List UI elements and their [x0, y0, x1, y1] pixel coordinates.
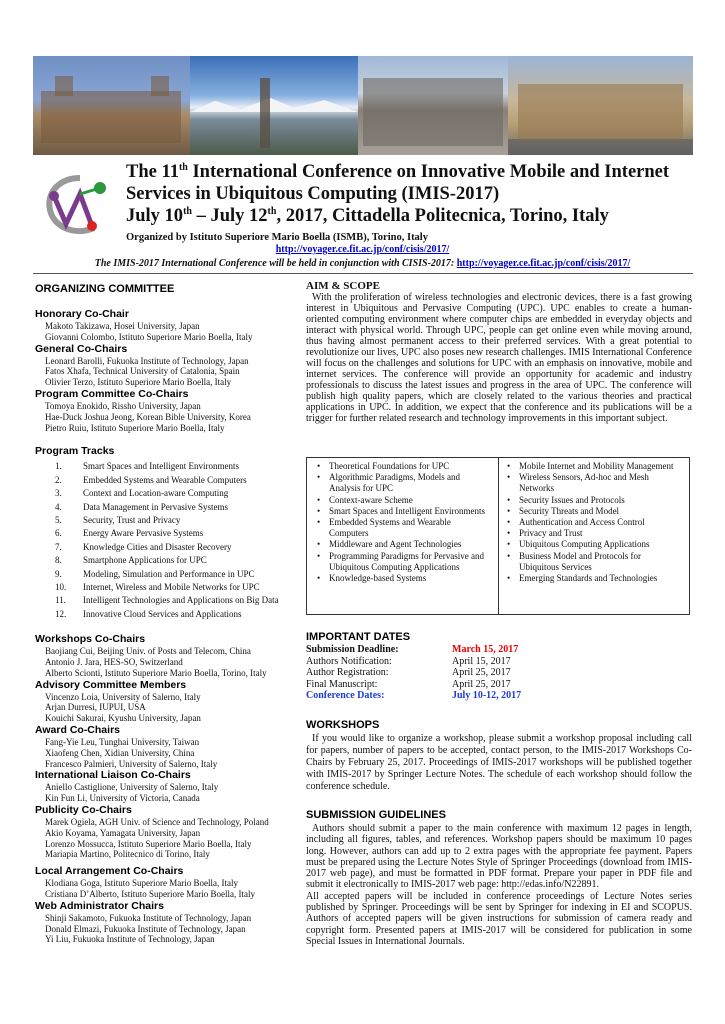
workshops-heading: WORKSHOPS [306, 719, 380, 731]
submission-heading: SUBMISSION GUIDELINES [306, 809, 446, 821]
conference-title: The 11th International Conference on Innovative Mobile and Internet Services in Ubiquitous Computing (IMIS-2017) July 10th – July 12th, 2017, Cittadella Politecnica, Torino, Italy [126, 161, 670, 226]
palazzo-madama-photo [508, 56, 693, 155]
submission-text-1: Authors should submit a paper to the main conference with maximum 12 pages in length, including all figures, tables, and references. Workshop papers should be maximum 10 pages long. However, authors can add up to 2 extra pages with the appropriate fee payment. Papers must be prepared using the Lecture Notes Style of Springer Proceedings (download from IMIS-2017 web page), and must be formatted in PDF format. Prepare your paper in PDF file and submit it electronically to IMIS-2017 web page: http://edas.info/N22891. [306, 823, 692, 891]
topics-left-list [307, 458, 498, 614]
track-item: 11. Intelligent Technologies and Applications on Big Data [55, 595, 279, 606]
topic-item: • Theoretical Foundations for UPC [317, 461, 492, 472]
member-line: Fatos Xhafa, Technical University of Catalonia, Spain [45, 366, 240, 377]
member-line: Mariapia Martino, Politecnico di Torino, Italy [45, 849, 210, 860]
liaison-names [35, 782, 297, 804]
member-line: Klodiana Goga, Istituto Superiore Mario Boella, Italy [45, 878, 238, 889]
member-line: Arjan Durresi, IUPUI, USA [45, 702, 146, 713]
topic-item: • Ubiquitous Computing Applications [507, 539, 683, 550]
date-row-conference: Conference Dates: July 10-12, 2017 [306, 690, 522, 702]
header-divider [33, 273, 693, 274]
general-names [35, 356, 297, 388]
web-names [35, 913, 297, 945]
topic-item: • Security Issues and Protocols [507, 495, 683, 506]
member-line: Antonio J. Jara, HES-SO, Switzerland [45, 657, 183, 668]
cisis-url-link[interactable]: http://voyager.ce.fit.ac.jp/conf/cisis/2017/ [456, 258, 631, 269]
member-line: Shinji Sakamoto, Fukuoka Institute of Technology, Japan [45, 912, 252, 923]
track-item: 12. Innovative Cloud Services and Applications [55, 608, 242, 619]
workshops-names [35, 646, 297, 678]
member-line: Kin Fun Li, University of Victoria, Canada [45, 793, 200, 804]
track-item: 5. Security, Trust and Privacy [55, 515, 181, 525]
section-title: Honorary Co-Chair [35, 308, 129, 320]
topic-item: • Knowledge-based Systems [317, 573, 492, 584]
track-item: 4. Data Management in Pervasive Systems [55, 501, 228, 512]
turin-palace-photo [33, 56, 190, 155]
member-line: Vincenzo Loia, University of Salerno, Italy [45, 691, 201, 702]
member-line: Giovanni Colombo, Istituto Superiore Mario Boella, Italy [45, 331, 253, 342]
topic-item: • Middleware and Agent Technologies [317, 539, 492, 550]
submission-section [306, 809, 692, 947]
date-row-final: Final Manuscript: April 25, 2017 [306, 678, 511, 690]
track-item: 10. Internet, Wireless and Mobile Networks for UPC [55, 582, 260, 593]
section-title: Advisory Committee Members [35, 678, 187, 691]
topic-item: • Security Threats and Model [507, 506, 683, 517]
conference-url-link[interactable]: http://voyager.ce.fit.ac.jp/conf/cisis/2017/ [275, 244, 450, 255]
section-title: Local Arrangement Co-Chairs [35, 865, 184, 878]
aim-scope-heading: AIM & SCOPE [306, 280, 380, 292]
section-title: Workshops Co-Chairs [35, 633, 146, 646]
member-line: Lorenzo Mossucca, Istituto Superiore Mario Boella, Italy [45, 838, 252, 849]
member-line: Tomoya Enokido, Rissho University, Japan [45, 400, 201, 411]
program-tracks-list [35, 460, 297, 621]
section-title: Web Administrator Chairs [35, 899, 164, 912]
topic-item: • Mobile Internet and Mobility Management [507, 461, 683, 472]
important-dates-section [306, 631, 692, 702]
section-title: Award Co-Chairs [35, 724, 120, 737]
member-line: Marek Ogiela, AGH Univ. of Science and Technology, Poland [45, 817, 269, 828]
topic-item: • Embedded Systems and Wearable Computers [317, 517, 492, 539]
program-names [35, 401, 297, 433]
member-line: Hae-Duck Joshua Jeong, Korean Bible University, Korea [45, 411, 251, 422]
topic-item: • Emerging Standards and Technologies [507, 573, 683, 584]
workshops-section [306, 719, 692, 793]
topic-item: • Privacy and Trust [507, 528, 683, 539]
politecnico-building-photo [358, 56, 508, 155]
publicity-names [35, 817, 297, 860]
section-title: Program Committee Co-Chairs [35, 387, 189, 400]
topic-item: • Context-aware Scheme [317, 495, 492, 506]
conference-logo-icon [40, 170, 120, 240]
honorary-names [35, 321, 297, 343]
section-title: General Co-Chairs [35, 342, 128, 355]
organizing-committee-column [35, 283, 297, 945]
aim-scope-text: With the proliferation of wireless technologies and electronic devices, there is a fast growing interest in Ubiquitous and Pervasive Computing (UPC). UPC enables to create a human-oriented computing environment where computer chips are embedded in everyday objects and interact with physical world. Through UPC, people can get online even while moving around, thus having almost permanent access to their preferred services. With a great potential to revolutionize our lives, UPC also poses new research challenges. IMIS International Conference will focus on the challenges and solutions for UPC with an emphasis on innovative, mobile and internet services. The conference will provide an opportunity for academic and industry professionals to discuss the latest issues and progress in the area of UPC. The conference will publish high quality papers, which are closely related to the various theories and practical applications in UPC. In addition, we expect that the conference and its publications will be a trigger for further related research and technology improvements in this important subject. [306, 292, 692, 424]
local-names [35, 878, 297, 900]
member-line: Baojiang Cui, Beijing Univ. of Posts and Telecom, China [45, 646, 251, 657]
member-line: Kouichi Sakurai, Kyushu University, Japan [45, 713, 201, 724]
dates-heading: IMPORTANT DATES [306, 631, 411, 643]
member-line: Yi Liu, Fukuoka Institute of Technology, Japan [45, 934, 215, 945]
track-item: 9. Modeling, Simulation and Performance in UPC [55, 568, 255, 579]
track-item: 6. Energy Aware Pervasive Systems [55, 528, 204, 539]
aim-scope-section [306, 281, 692, 424]
member-line: Makoto Takizawa, Hosei University, Japan [45, 321, 200, 331]
member-line: Xiaofeng Chen, Xidian University, China [45, 747, 195, 758]
member-line: Pietro Ruiu, Istituto Superiore Mario Boella, Italy [45, 422, 225, 433]
track-item: 2. Embedded Systems and Wearable Computers [55, 474, 247, 485]
topics-box [306, 457, 690, 615]
conference-url-line [0, 244, 725, 255]
topics-right-list [498, 458, 689, 614]
award-names [35, 737, 297, 769]
topic-item: • Business Model and Protocols for Ubiquitous Services [507, 551, 683, 573]
section-title: Publicity Co-Chairs [35, 804, 132, 817]
date-row-notification: Authors Notification: April 15, 2017 [306, 655, 511, 667]
track-item: 7. Knowledge Cities and Disaster Recovery [55, 541, 232, 552]
header-photo-strip [33, 56, 693, 155]
member-line: Akio Koyama, Yamagata University, Japan [45, 827, 201, 838]
member-line: Francesco Palmieri, University of Salerno, Italy [45, 758, 218, 769]
member-line: Leonard Barolli, Fukuoka Institute of Technology, Japan [45, 355, 249, 366]
member-line: Aniello Castiglione, University of Salerno, Italy [45, 782, 219, 793]
date-row-registration: Author Registration: April 25, 2017 [306, 667, 511, 679]
submission-text-2: All accepted papers will be included in conference proceedings of Lecture Notes series published by Springer. Proceedings will be sent by Springer for indexing in EI and SCOPUS. Authors of accepted papers will be given instructions for submission of camera ready and copyright form. Presented papers at IMIS-2017 will be considered for publication in some Special Issues in International Journals. [306, 890, 692, 947]
advisory-names [35, 692, 297, 724]
section-title: International Liaison Co-Chairs [35, 769, 191, 782]
member-line: Olivier Terzo, Istituto Superiore Mario Boella, Italy [45, 377, 232, 388]
topic-item: • Algorithmic Paradigms, Models and Analysis for UPC [317, 472, 492, 494]
member-line: Alberto Scionti, Istituto Superiore Mario Boella, Torino, Italy [45, 667, 267, 678]
member-line: Donald Elmazi, Fukuoka Institute of Technology, Japan [45, 923, 246, 934]
committee-heading: ORGANIZING COMMITTEE [35, 283, 175, 295]
member-line: Fang-Yie Leu, Tunghai University, Taiwan [45, 737, 200, 748]
alps-city-photo [190, 56, 358, 155]
organizer-line: Organized by Istituto Superiore Mario Boella (ISMB), Torino, Italy [126, 232, 428, 243]
topic-item: • Smart Spaces and Intelligent Environments [317, 506, 492, 517]
topic-item: • Programming Paradigms for Pervasive and Ubiquitous Computing Applications [317, 551, 492, 573]
topic-item: • Wireless Sensors, Ad-hoc and Mesh Networks [507, 472, 683, 494]
track-item: 3. Context and Location-aware Computing [55, 488, 229, 499]
member-line: Cristiana D’Alberto, Istituto Superiore Mario Boella, Italy [45, 889, 255, 899]
joint-conference-line: The IMIS-2017 International Conference will be held in conjunction with CISIS-2017: http://voyager.ce.fit.ac.jp/conf/cisis/2017/ [94, 258, 631, 269]
topic-item: • Authentication and Access Control [507, 517, 683, 528]
section-title: Program Tracks [35, 445, 115, 458]
workshops-text: If you would like to organize a workshop, please submit a workshop proposal including call for papers, number of papers to be accepted, contact person, to the IMIS-2017 Workshops Co-Chairs by February 25, 2017. Proceedings of IMIS-2017 workshops will be published together with IMIS-2017 by Springer Lecture Notes. The schedule of each workshop should follow the conference schedule. [306, 733, 692, 792]
date-row-submission: Submission Deadline: March 15, 2017 [306, 644, 519, 655]
track-item: 1. Smart Spaces and Intelligent Environments [55, 461, 239, 472]
track-item: 8. Smartphone Applications for UPC [55, 555, 207, 566]
